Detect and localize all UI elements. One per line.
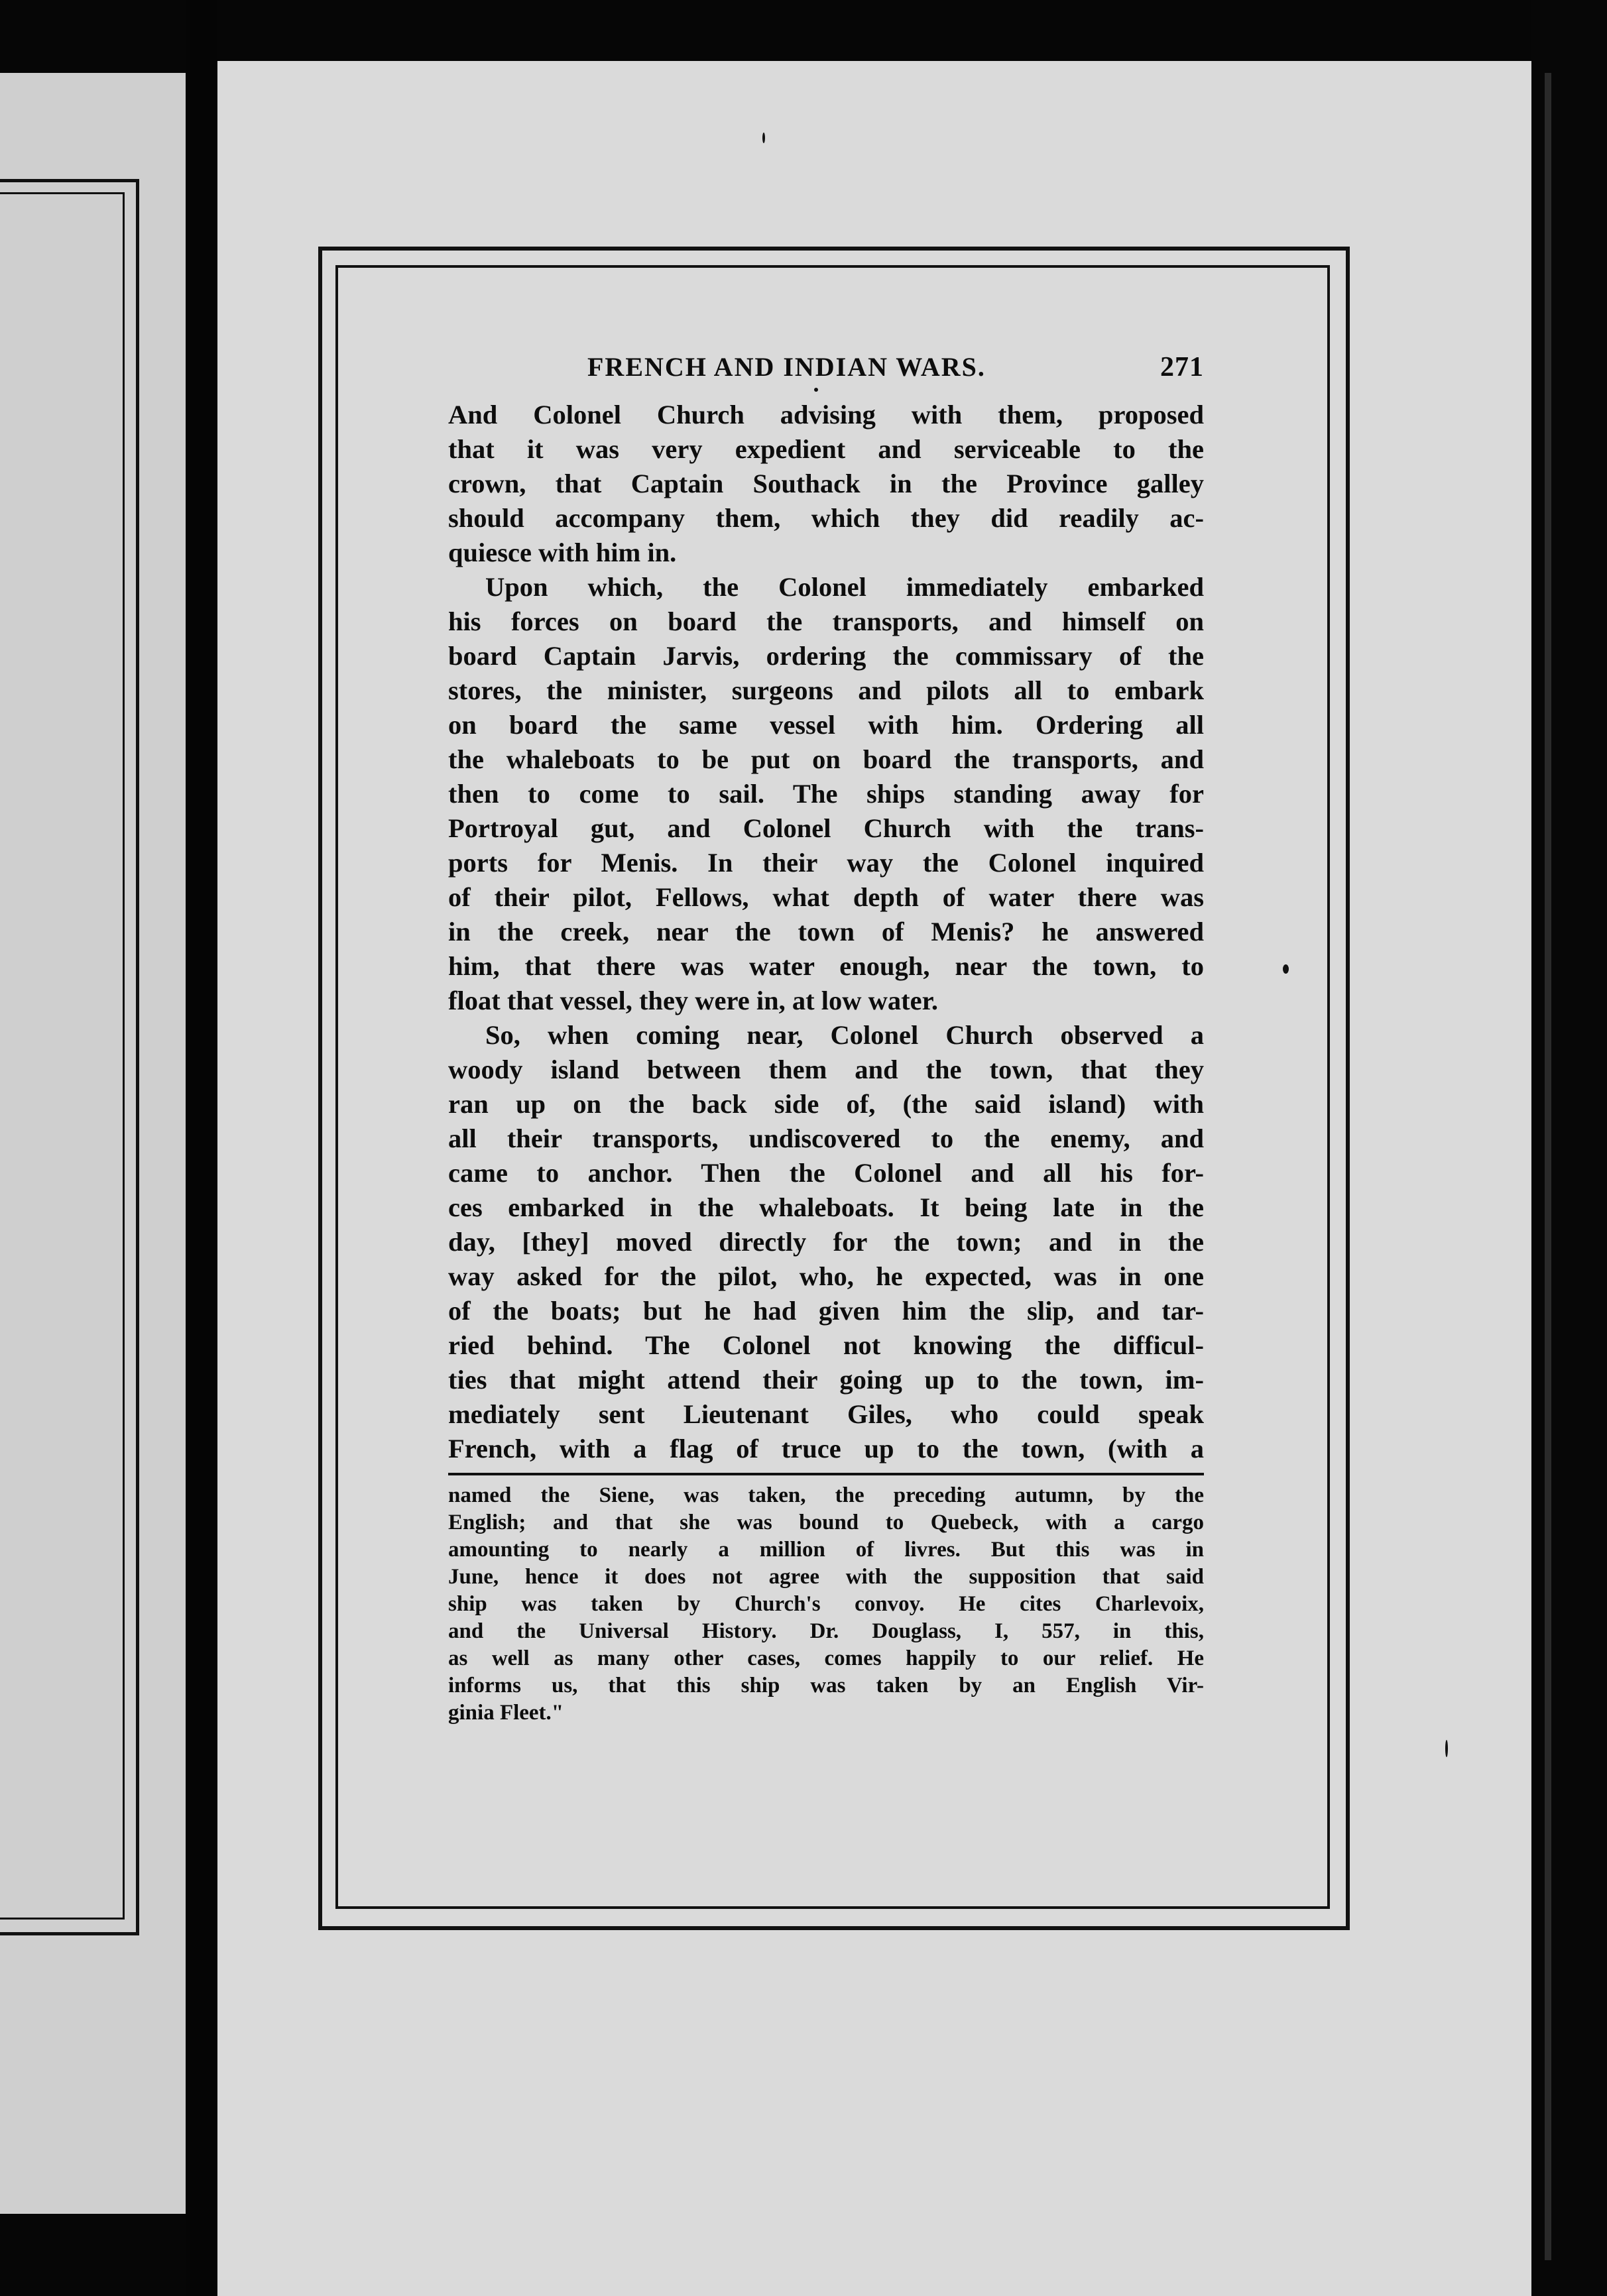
- footnote-rule: [448, 1473, 1204, 1475]
- right-page-edge: [1531, 0, 1607, 2296]
- page-number: 271: [1160, 352, 1204, 382]
- text-block: [448, 351, 1204, 1743]
- body-line: ran up on the back side of, (the said island) with: [448, 1089, 1204, 1119]
- footnote-line: amounting to nearly a million of livres. But this was in: [448, 1538, 1204, 1562]
- body-line: So, when coming near, Colonel Church observed a: [485, 1020, 1204, 1050]
- adjacent-page-frame-inner: [0, 192, 125, 1920]
- body-line: way asked for the pilot, who, he expected, was in one: [448, 1261, 1204, 1291]
- footnote-line: named the Siene, was taken, the preceding autumn, by the: [448, 1483, 1204, 1507]
- body-line: quiesce with him in.: [448, 538, 677, 567]
- body-line: woody island between them and the town, that they: [448, 1055, 1204, 1084]
- footnote-line: informs us, that this ship was taken by an English Vir-: [448, 1674, 1204, 1697]
- body-line: then to come to sail. The ships standing away for: [448, 779, 1204, 809]
- body-line: ties that might attend their going up to the town, im-: [448, 1365, 1204, 1395]
- body-line: in the creek, near the town of Menis? he answered: [448, 917, 1204, 947]
- body-line: Portroyal gut, and Colonel Church with the trans-: [448, 813, 1204, 843]
- body-line: of the boats; but he had given him the slip, and tar-: [448, 1296, 1204, 1326]
- body-line: float that vessel, they were in, at low water.: [448, 986, 938, 1015]
- footnote-line: as well as many other cases, comes happily to our relief. He: [448, 1646, 1204, 1670]
- body-line: on board the same vessel with him. Ordering all: [448, 710, 1204, 740]
- body-line: And Colonel Church advising with them, proposed: [448, 400, 1204, 430]
- body-line: mediately sent Lieutenant Giles, who could speak: [448, 1399, 1204, 1429]
- body-line: came to anchor. Then the Colonel and all his for-: [448, 1158, 1204, 1188]
- body-line: of their pilot, Fellows, what depth of water there was: [448, 882, 1204, 912]
- body-line: him, that there was water enough, near the town, to: [448, 951, 1204, 981]
- body-line: all their transports, undiscovered to the enemy, and: [448, 1123, 1204, 1153]
- body-line: French, with a flag of truce up to the town, (with a: [448, 1434, 1204, 1464]
- footnote-line: English; and that she was bound to Quebeck, with a cargo: [448, 1511, 1204, 1534]
- scan-speck: [762, 133, 765, 143]
- body-line: day, [they] moved directly for the town; and in the: [448, 1227, 1204, 1257]
- body-line: crown, that Captain Southack in the Province galley: [448, 469, 1204, 498]
- body-line: stores, the minister, surgeons and pilots all to embark: [448, 675, 1204, 705]
- body-line: ces embarked in the whaleboats. It being late in the: [448, 1192, 1204, 1222]
- body-line: ports for Menis. In their way the Colonel inquired: [448, 848, 1204, 878]
- footnote-line: ginia Fleet.": [448, 1701, 564, 1725]
- footnote-line: ship was taken by Church's convoy. He cites Charlevoix,: [448, 1592, 1204, 1616]
- right-edge-stripe: [1545, 73, 1551, 2260]
- body-line: his forces on board the transports, and himself on: [448, 606, 1204, 636]
- body-line: should accompany them, which they did readily ac-: [448, 503, 1204, 533]
- running-title: FRENCH AND INDIAN WARS.: [587, 352, 986, 382]
- body-text: [448, 398, 1204, 1466]
- body-line: the whaleboats to be put on board the transports, and: [448, 744, 1204, 774]
- scan-speck: [814, 388, 818, 392]
- body-line: that it was very expedient and serviceable to the: [448, 434, 1204, 464]
- scan-speck: [1445, 1740, 1448, 1757]
- footnote: [448, 1482, 1204, 1727]
- body-line: board Captain Jarvis, ordering the commissary of the: [448, 641, 1204, 671]
- running-head: [448, 351, 1204, 388]
- footnote-line: June, hence it does not agree with the supposition that said: [448, 1565, 1204, 1589]
- footnote-line: and the Universal History. Dr. Douglass, I, 557, in this,: [448, 1619, 1204, 1643]
- body-line: Upon which, the Colonel immediately embarked: [485, 572, 1204, 602]
- book-gutter: [186, 0, 217, 2296]
- scan-speck: [1283, 964, 1289, 974]
- body-line: ried behind. The Colonel not knowing the difficul-: [448, 1330, 1204, 1360]
